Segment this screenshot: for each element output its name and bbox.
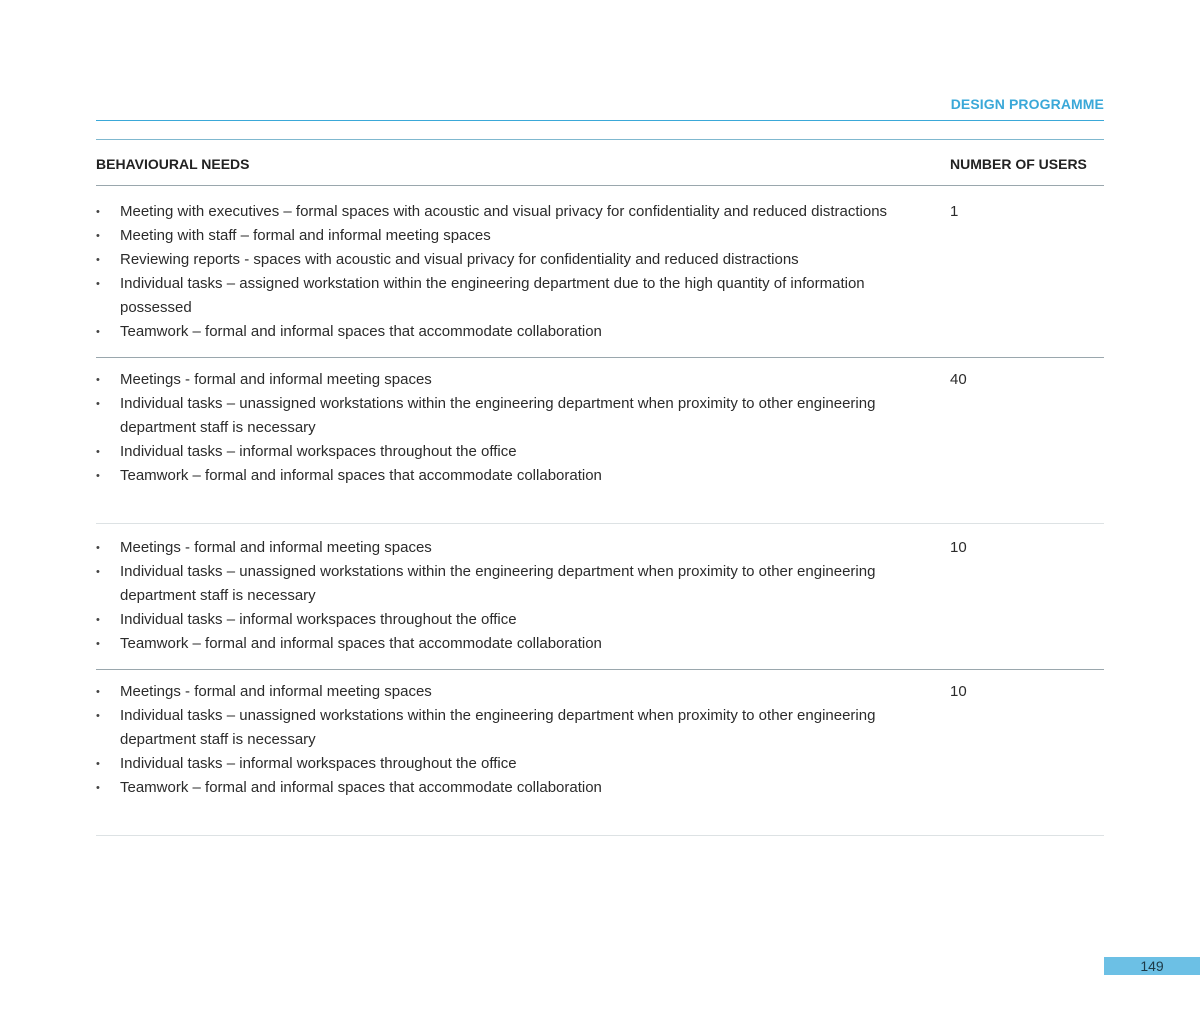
list-item: • Meeting with executives – formal spaces with acoustic and visual privacy for confidentiality and reduced distractions — [96, 200, 960, 224]
list-item: • Individual tasks – unassigned workstations within the engineering department when proximity to other engineering department staff is necessary — [96, 392, 936, 440]
column-header-number-of-users: NUMBER OF USERS — [950, 156, 1087, 172]
list-item: • Meetings - formal and informal meeting spaces — [96, 536, 936, 560]
list-item: • Teamwork – formal and informal spaces that accommodate collaboration — [96, 320, 936, 344]
table-row — [96, 358, 1104, 524]
list-item: • Individual tasks – informal workspaces throughout the office — [96, 752, 936, 776]
table-row — [96, 186, 1104, 358]
needs-list — [96, 536, 936, 656]
needs-list — [96, 680, 936, 800]
page-number: 149 — [1104, 957, 1200, 975]
list-item: • Meetings - formal and informal meeting spaces — [96, 680, 936, 704]
needs-list — [96, 368, 936, 488]
needs-list — [96, 200, 936, 344]
list-item: • Meeting with staff – formal and informal meeting spaces — [96, 224, 936, 248]
list-item: • Teamwork – formal and informal spaces that accommodate collaboration — [96, 632, 936, 656]
list-item: • Individual tasks – informal workspaces throughout the office — [96, 608, 936, 632]
list-item: • Individual tasks – unassigned workstations within the engineering department when proximity to other engineering department staff is necessary — [96, 704, 936, 752]
user-count: 1 — [950, 203, 959, 220]
user-count: 40 — [950, 371, 967, 388]
table-row — [96, 524, 1104, 670]
section-title: DESIGN PROGRAMME — [950, 96, 1104, 112]
list-item: • Individual tasks – unassigned workstations within the engineering department when proximity to other engineering department staff is necessary — [96, 560, 936, 608]
list-item: • Reviewing reports - spaces with acoustic and visual privacy for confidentiality and reduced distractions — [96, 248, 936, 272]
header-rule — [96, 120, 1104, 121]
list-item: • Meetings - formal and informal meeting spaces — [96, 368, 936, 392]
list-item: • Individual tasks – assigned workstation within the engineering department due to the high quantity of information possessed — [96, 272, 936, 320]
list-item: • Teamwork – formal and informal spaces that accommodate collaboration — [96, 464, 936, 488]
list-item: • Teamwork – formal and informal spaces that accommodate collaboration — [96, 776, 936, 800]
user-count: 10 — [950, 539, 967, 556]
table-header-row — [96, 140, 1104, 186]
list-item: • Individual tasks – informal workspaces throughout the office — [96, 440, 936, 464]
behavioural-needs-table — [96, 140, 1104, 836]
table-row — [96, 670, 1104, 836]
column-header-behavioural-needs: BEHAVIOURAL NEEDS — [96, 156, 250, 172]
user-count: 10 — [950, 683, 967, 700]
